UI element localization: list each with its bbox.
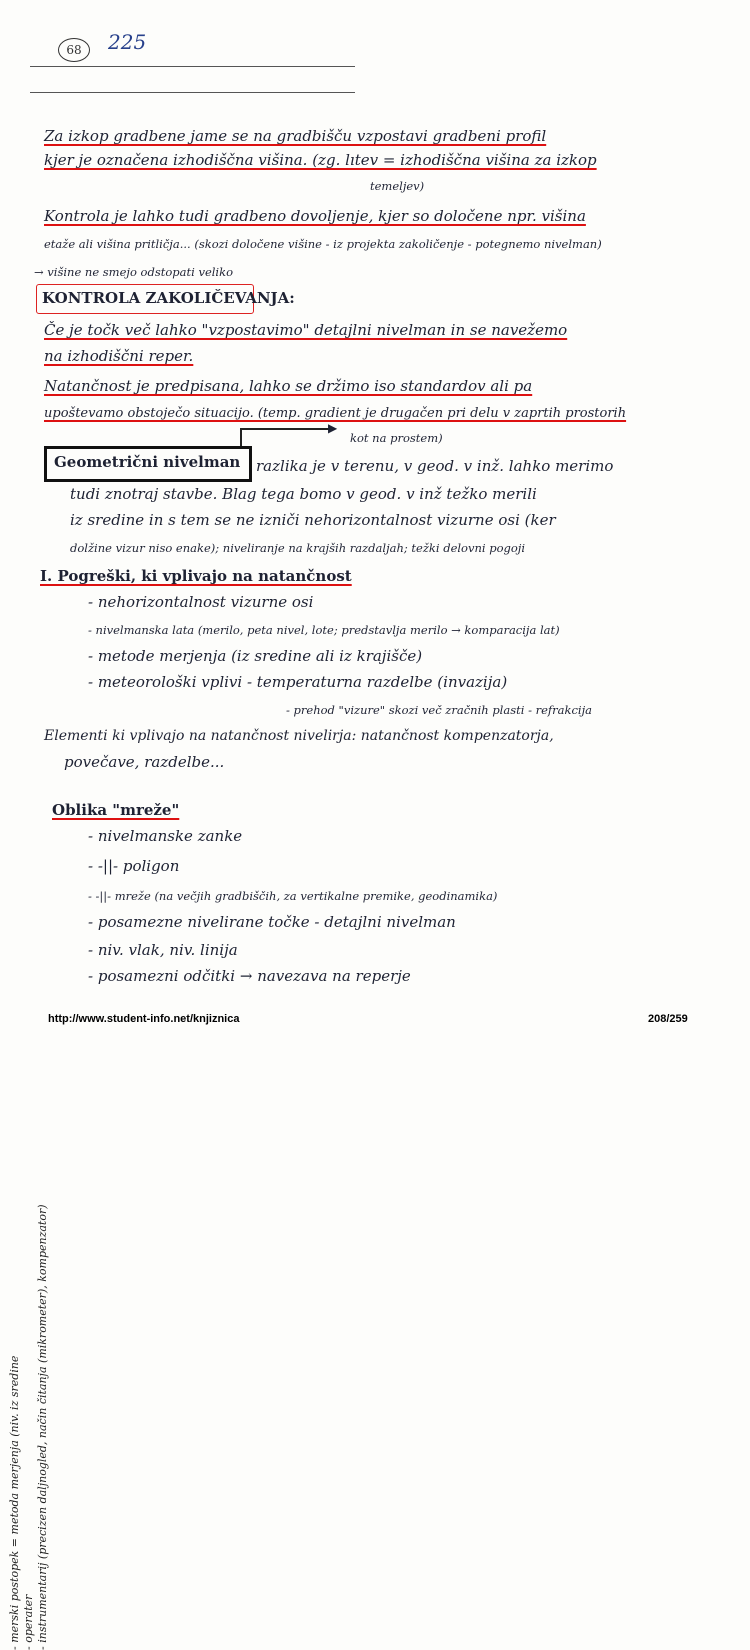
list-item: - nivelmanske zanke [88, 827, 243, 845]
arrow-connector [240, 428, 242, 448]
list-item: - posamezni odčitki → navezava na reperje [88, 967, 411, 985]
header-rule [30, 92, 355, 93]
list-item: - meteorološki vplivi - temperaturna razdelbe (invazija) [88, 673, 508, 691]
text-line: temeljev) [370, 179, 425, 193]
text-line [44, 402, 704, 424]
list-item: - prehod "vizure" skozi več zračnih plasti - refrakcija [286, 703, 593, 717]
list-item: - niv. vlak, niv. linija [88, 941, 238, 959]
section-heading: I. Pogreški, ki vplivajo na natančnost [40, 567, 352, 585]
arrow-connector [240, 428, 332, 430]
text-line: na izhodiščni reper. [44, 347, 194, 365]
list-item: - nehorizontalnost vizurne osi [88, 593, 314, 611]
section-heading: Geometrični nivelman [54, 453, 241, 471]
text-line [44, 150, 694, 170]
text-line: razlika je v terenu, v geod. v inž. lahko merimo [256, 457, 614, 475]
page-counter: 208/259 [648, 1013, 688, 1025]
list-item: - nivelmanska lata (merilo, peta nivel, lote; predstavlja merilo → komparacija lat) [88, 623, 560, 637]
margin-note [8, 1204, 50, 1650]
list-item: - posamezne nivelirane točke - detajlni nivelman [88, 913, 456, 931]
list-item: - -||- mreže (na večjih gradbiščih, za vertikalne premike, geodinamika) [88, 889, 498, 903]
header-rule [30, 66, 355, 67]
source-link[interactable]: http://www.student-info.net/knjiznica [48, 1013, 240, 1025]
text-line: iz sredine in s tem se ne izniči nehorizontalnost vizurne osi (ker [70, 511, 556, 529]
margin-note-line: - operater [22, 1594, 35, 1650]
section-heading [40, 566, 400, 586]
text-line: kot na prostem) [350, 431, 443, 445]
arrow-head-icon: ▶ [328, 421, 338, 435]
text-line: Natančnost je predpisana, lahko se držimo iso standardov ali pa [44, 377, 533, 395]
section-heading: KONTROLA ZAKOLIČEVANJA: [42, 289, 295, 307]
text-line: Če je točk več lahko "vzpostavimo" detajlni nivelman in se navežemo [44, 321, 568, 339]
text-line: Za izkop gradbene jame se na gradbišču vzpostavi gradbeni profil [44, 127, 547, 145]
section-heading: Oblika "mreže" [52, 801, 180, 819]
text-line: dolžine vizur niso enake); niveliranje na krajših razdaljah; težki delovni pogoji [70, 541, 526, 555]
text-line: etaže ali višina pritličja... (skozi določene višine - iz projekta zakoličenje - potegnemo nivelman) [44, 237, 602, 251]
text-line [44, 206, 694, 226]
text-line: kjer je označena izhodiščna višina. (zg. lıtev = izhodiščna višina za izkop [44, 151, 597, 169]
text-line: Elementi ki vplivajo na natančnost nivelirja: natančnost kompenzatorja, [44, 728, 554, 744]
circled-page-number: 68 [58, 38, 90, 62]
text-line: Kontrola je lahko tudi gradbeno dovoljenje, kjer so določene npr. višina [44, 207, 586, 225]
margin-note-line: - merski postopek = metoda merjenja (niv. iz sredine [8, 1355, 21, 1650]
text-line: povečave, razdelbe... [64, 753, 225, 771]
page-number: 225 [108, 30, 147, 54]
text-line: → višine ne smejo odstopati veliko [34, 265, 233, 279]
margin-note-line: - instrumentarij (precizen daljnogled, način čitanja (mikrometer), kompenzator) [36, 1204, 49, 1650]
section-heading [52, 800, 252, 820]
text-line: tudi znotraj stavbe. Blag tega bomo v geod. v inž težko merili [70, 485, 537, 503]
list-item: - -||- poligon [88, 857, 180, 875]
list-item: - metode merjenja (iz sredine ali iz krajišče) [88, 647, 423, 665]
text-line: upoštevamo obstoječo situacijo. (temp. gradient je drugačen pri delu v zaprtih prostorih [44, 406, 627, 421]
